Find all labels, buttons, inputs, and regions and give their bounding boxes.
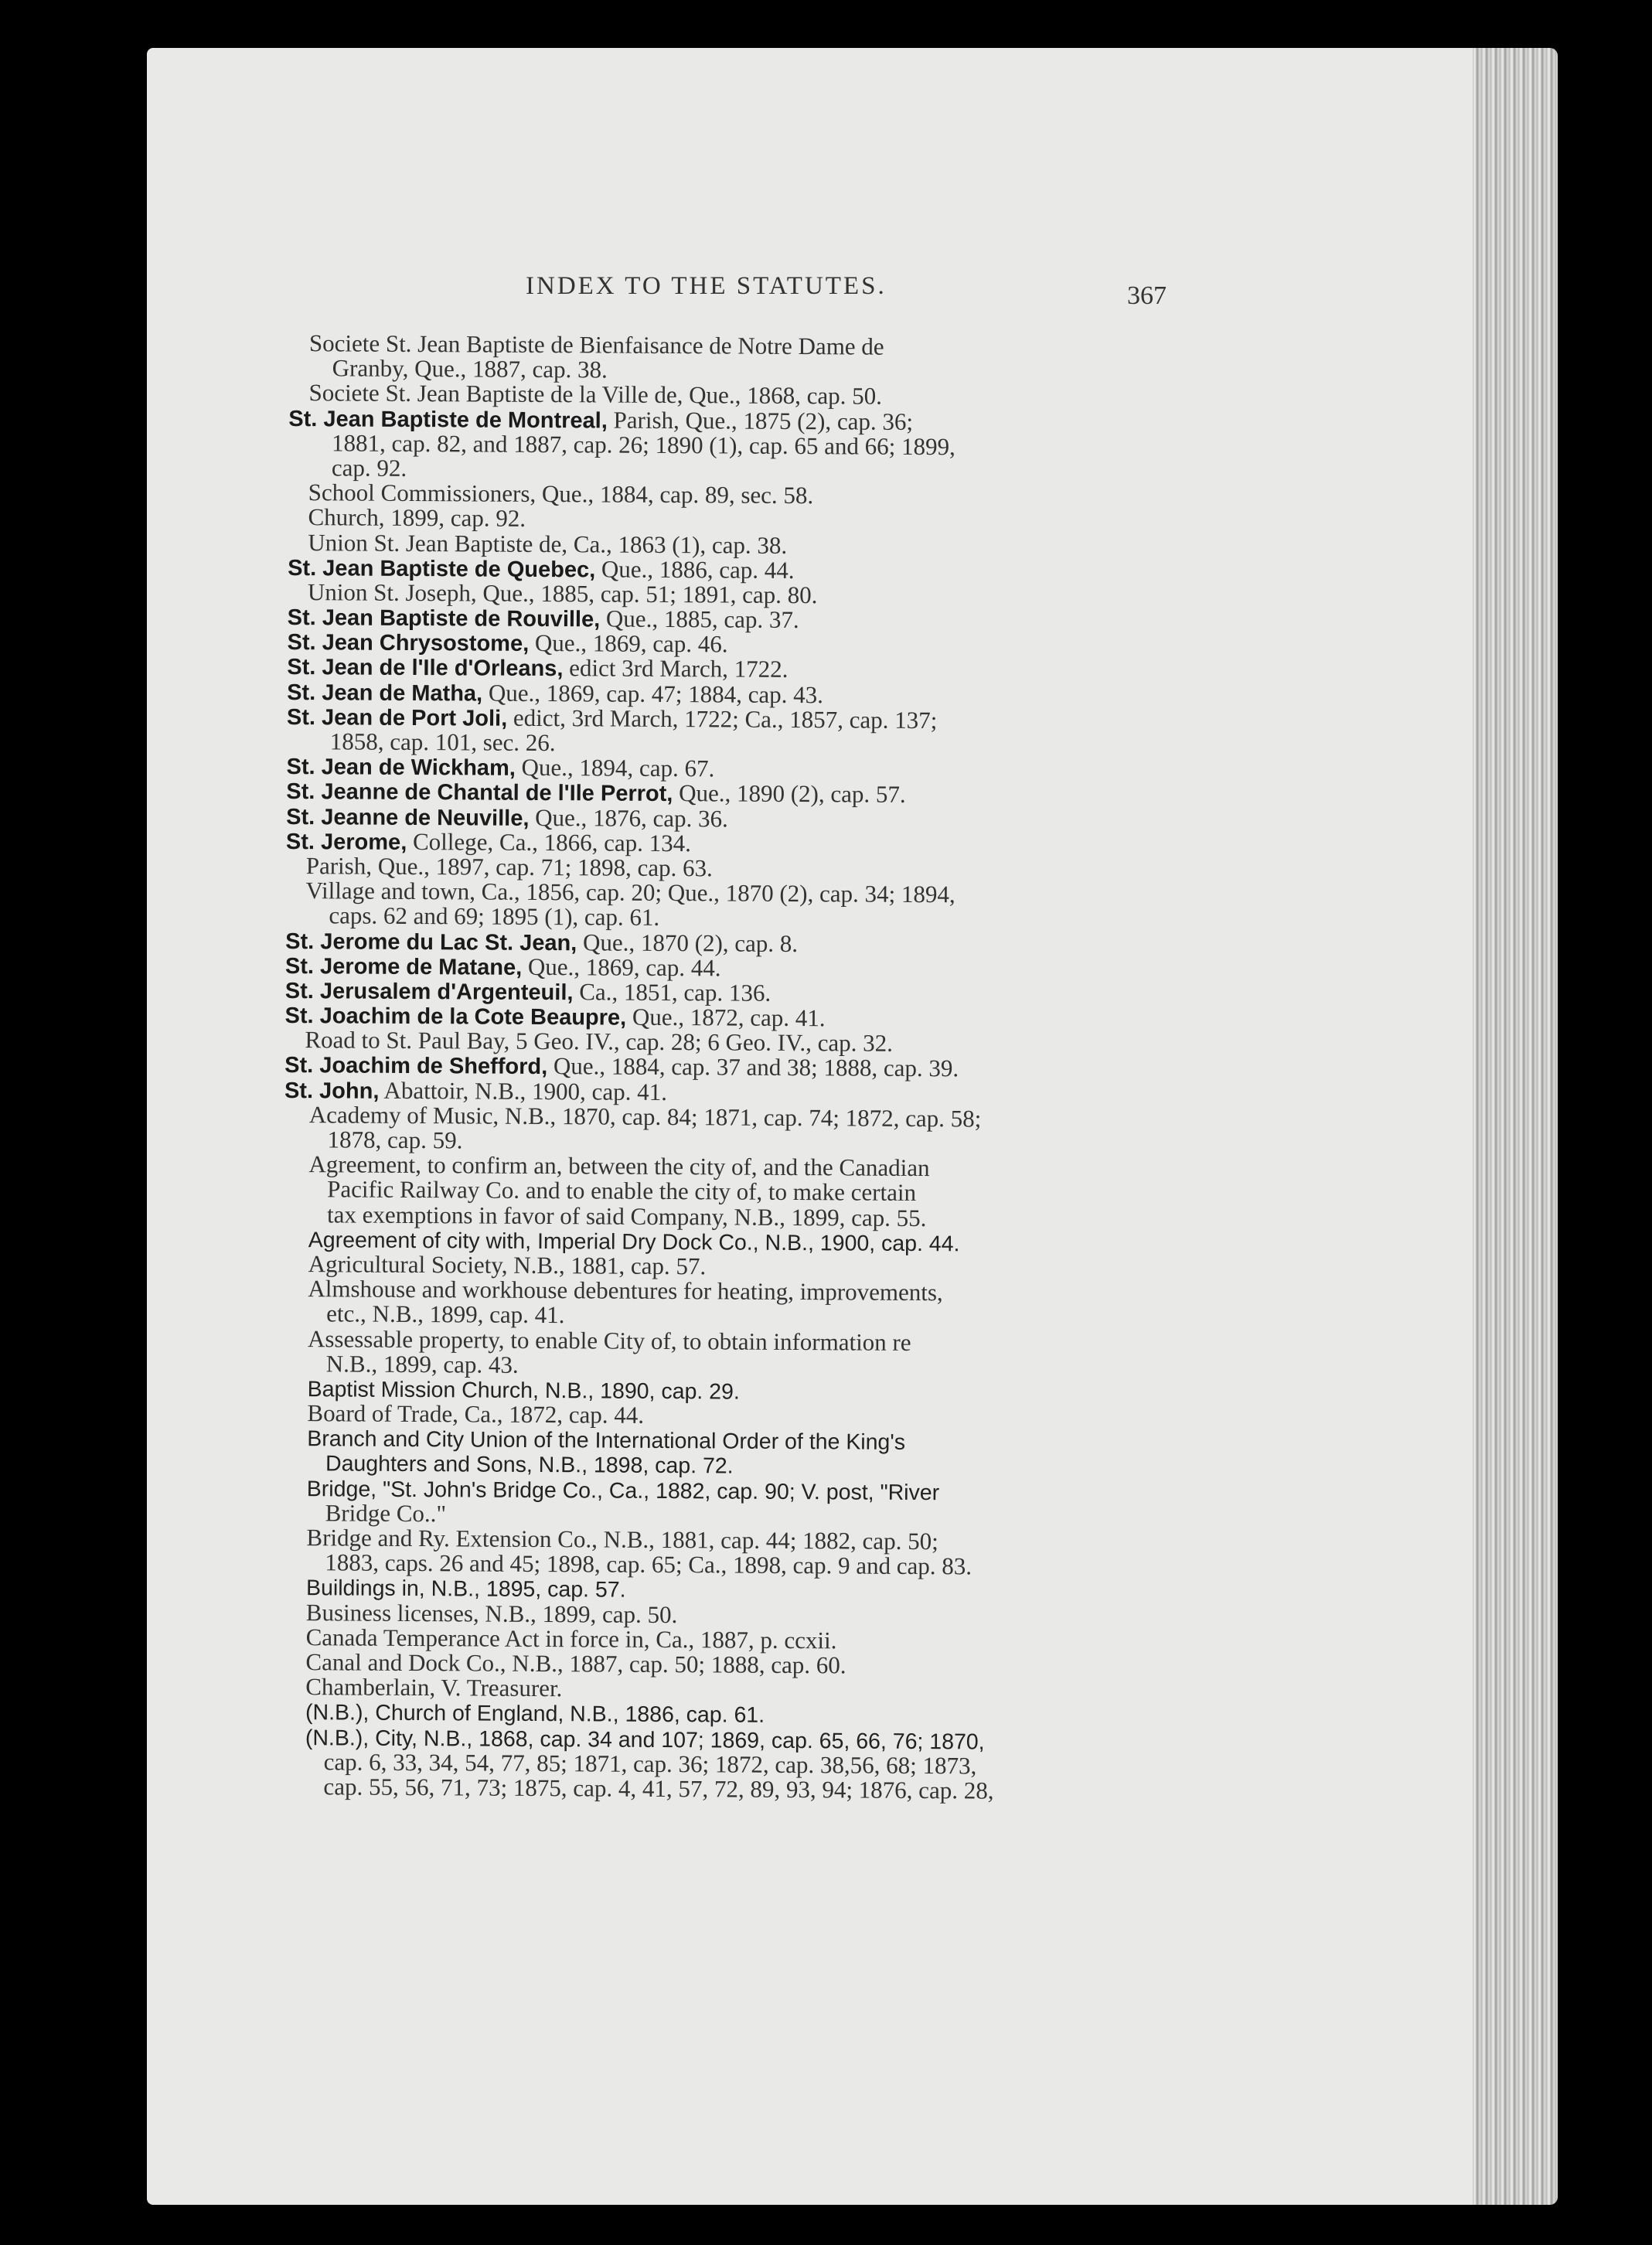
entry-text: Que., 1894, cap. 67. <box>515 753 715 782</box>
entry-text: Branch and City Union of the International Order of the King's <box>307 1426 906 1456</box>
entry-text: 1858, cap. 101, sec. 26. <box>329 727 556 757</box>
entry-text: Union St. Jean Baptiste de, Ca., 1863 (1), cap. 38. <box>308 528 788 559</box>
entry-text: Que., 1869, cap. 47; 1884, cap. 43. <box>482 679 824 708</box>
entry-text: Que., 1884, cap. 37 and 38; 1888, cap. 39. <box>547 1052 959 1082</box>
entry-text: Que., 1890 (2), cap. 57. <box>673 779 906 809</box>
entry-text: Buildings in, N.B., 1895, cap. 57. <box>305 1576 626 1603</box>
entry-text: 1883, caps. 26 and 45; 1898, cap. 65; Ca., 1898, cap. 9 and cap. 83. <box>325 1548 972 1580</box>
entry-text: 1881, cap. 82, and 1887, cap. 26; 1890 (1), cap. 65 and 66; 1899, <box>332 429 955 461</box>
entry-heading: St. Joachim de la Cote Beaupre, <box>284 1003 627 1031</box>
entry-text: cap. 6, 33, 34, 54, 77, 85; 1871, cap. 36; 1872, cap. 38,56, 68; 1873, <box>323 1747 977 1780</box>
entry-text: (N.B.), City, N.B., 1868, cap. 34 and 107; 1869, cap. 65, 66, 76; 1870, <box>305 1725 985 1755</box>
entry-text: etc., N.B., 1899, cap. 41. <box>326 1300 565 1329</box>
entry-heading: St. Jerome du Lac St. Jean, <box>285 928 577 956</box>
entry-heading: St. Jean Baptiste de Montreal, <box>288 406 608 434</box>
entry-text: Parish, Que., 1897, cap. 71; 1898, cap. 63. <box>305 852 713 882</box>
entry-heading: St. Joachim de Shefford, <box>284 1053 548 1080</box>
entry-text: Baptist Mission Church, N.B., 1890, cap. 29. <box>307 1377 740 1405</box>
entry-text: Assessable property, to enable City of, to obtain information re <box>307 1324 911 1356</box>
entry-text: Granby, Que., 1887, cap. 38. <box>332 354 608 383</box>
entry-text: Que., 1870 (2), cap. 8. <box>577 928 799 957</box>
entry-heading: St. Jean Baptiste de Quebec, <box>288 555 596 583</box>
entry-heading: St. Jeanne de Neuville, <box>286 804 530 831</box>
entry-text: Pacific Railway Co. and to enable the city of, to make certain <box>327 1175 917 1207</box>
entry-heading: St. Jean de l'Ile d'Orleans, <box>287 655 564 682</box>
entry-text: Daughters and Sons, N.B., 1898, cap. 72. <box>325 1451 734 1479</box>
entry-text: School Commissioners, Que., 1884, cap. 89, sec. 58. <box>308 479 814 509</box>
running-header: INDEX TO THE STATUTES. <box>526 272 887 300</box>
entry-text: edict, 3rd March, 1722; Ca., 1857, cap. 137; <box>507 703 938 734</box>
entry-heading: St. Jean Chrysostome, <box>287 630 530 657</box>
entry-heading: St. Jeanne de Chantal de l'Ile Perrot, <box>286 779 673 807</box>
page-number: 367 <box>1127 281 1167 310</box>
entry-text: Board of Trade, Ca., 1872, cap. 44. <box>307 1399 645 1429</box>
entry-text: tax exemptions in favor of said Company, N.B., 1899, cap. 55. <box>326 1200 927 1232</box>
entry-text: Que., 1872, cap. 41. <box>626 1003 826 1032</box>
entry-heading: St. Jean Baptiste de Rouville, <box>287 605 601 632</box>
page-edge-stack <box>1473 48 1558 2205</box>
entry-text: Business licenses, N.B., 1899, cap. 50. <box>305 1598 678 1628</box>
entry-text: Village and town, Ca., 1856, cap. 20; Que., 1870 (2), cap. 34; 1894, <box>305 877 955 908</box>
index-line <box>288 431 1176 461</box>
entry-text: Bridge Co.." <box>325 1499 447 1528</box>
entry-text: Bridge and Ry. Extension Co., N.B., 1881, cap. 44; 1882, cap. 50; <box>306 1524 938 1555</box>
entry-text: 1878, cap. 59. <box>327 1126 463 1154</box>
entry-text: cap. 55, 56, 71, 73; 1875, cap. 4, 41, 57, 72, 89, 93, 94; 1876, cap. 28, <box>323 1773 994 1804</box>
entry-heading: St. Jerome de Matane, <box>284 953 523 980</box>
entry-heading: St. Jean de Matha, <box>287 680 483 707</box>
entry-text: Ca., 1851, cap. 136. <box>573 978 772 1007</box>
entry-text: Que., 1869, cap. 44. <box>522 952 721 982</box>
entry-text: Abattoir, N.B., 1900, cap. 41. <box>379 1076 668 1105</box>
entry-text: Societe St. Jean Baptiste de Bienfaisance de Notre Dame de <box>308 329 884 360</box>
entry-text: Que., 1885, cap. 37. <box>600 605 799 634</box>
entry-text: Agreement, to confirm an, between the city of, and the Canadian <box>308 1150 930 1182</box>
entry-text: College, Ca., 1866, cap. 134. <box>407 827 692 857</box>
entry-text: Almshouse and workhouse debentures for heating, improvements, <box>308 1275 943 1306</box>
entry-text: Bridge, "St. John's Bridge Co., Ca., 1882, cap. 90; V. post, "River <box>306 1476 940 1505</box>
entry-text: Union St. Joseph, Que., 1885, cap. 51; 1891, cap. 80. <box>307 578 818 609</box>
entry-text: Academy of Music, N.B., 1870, cap. 84; 1871, cap. 74; 1872, cap. 58; <box>308 1100 982 1133</box>
entry-text: Societe St. Jean Baptiste de la Ville de, Que., 1868, cap. 50. <box>308 379 883 411</box>
entry-heading: St. John, <box>284 1078 380 1104</box>
entry-text: (N.B.), Church of England, N.B., 1886, cap. 61. <box>305 1700 765 1729</box>
entry-text: Canada Temperance Act in force in, Ca., 1887, p. ccxii. <box>305 1623 837 1654</box>
entry-heading: St. Jean de Wickham, <box>286 755 516 781</box>
entry-heading: St. Jean de Port Joli, <box>286 704 508 731</box>
entry-text: N.B., 1899, cap. 43. <box>325 1350 519 1378</box>
entry-text: Agricultural Society, N.B., 1881, cap. 57. <box>308 1250 707 1280</box>
entry-text: edict 3rd March, 1722. <box>563 654 789 683</box>
entry-text: cap. 92. <box>331 454 407 482</box>
entry-text: Que., 1876, cap. 36. <box>529 803 728 833</box>
entry-heading: St. Jerusalem d'Argenteuil, <box>284 978 574 1006</box>
entry-text: caps. 62 and 69; 1895 (1), cap. 61. <box>329 901 660 932</box>
index-entries <box>280 331 1177 1804</box>
entry-text: Que., 1869, cap. 46. <box>529 629 728 658</box>
entry-text: Chamberlain, V. Treasurer. <box>305 1673 563 1702</box>
entry-heading: St. Jerome, <box>285 829 407 855</box>
entry-text: Parish, Que., 1875 (2), cap. 36; <box>607 406 914 435</box>
entry-text: Que., 1886, cap. 44. <box>595 555 795 584</box>
entry-text: Canal and Dock Co., N.B., 1887, cap. 50; 1888, cap. 60. <box>305 1648 846 1679</box>
entry-text: Church, 1899, cap. 92. <box>308 503 526 533</box>
entry-text: Road to St. Paul Bay, 5 Geo. IV., cap. 28; 6 Geo. IV., cap. 32. <box>305 1026 894 1058</box>
index-line <box>280 1774 1167 1804</box>
entry-text: Agreement of city with, Imperial Dry Dock Co., N.B., 1900, cap. 44. <box>308 1227 960 1257</box>
